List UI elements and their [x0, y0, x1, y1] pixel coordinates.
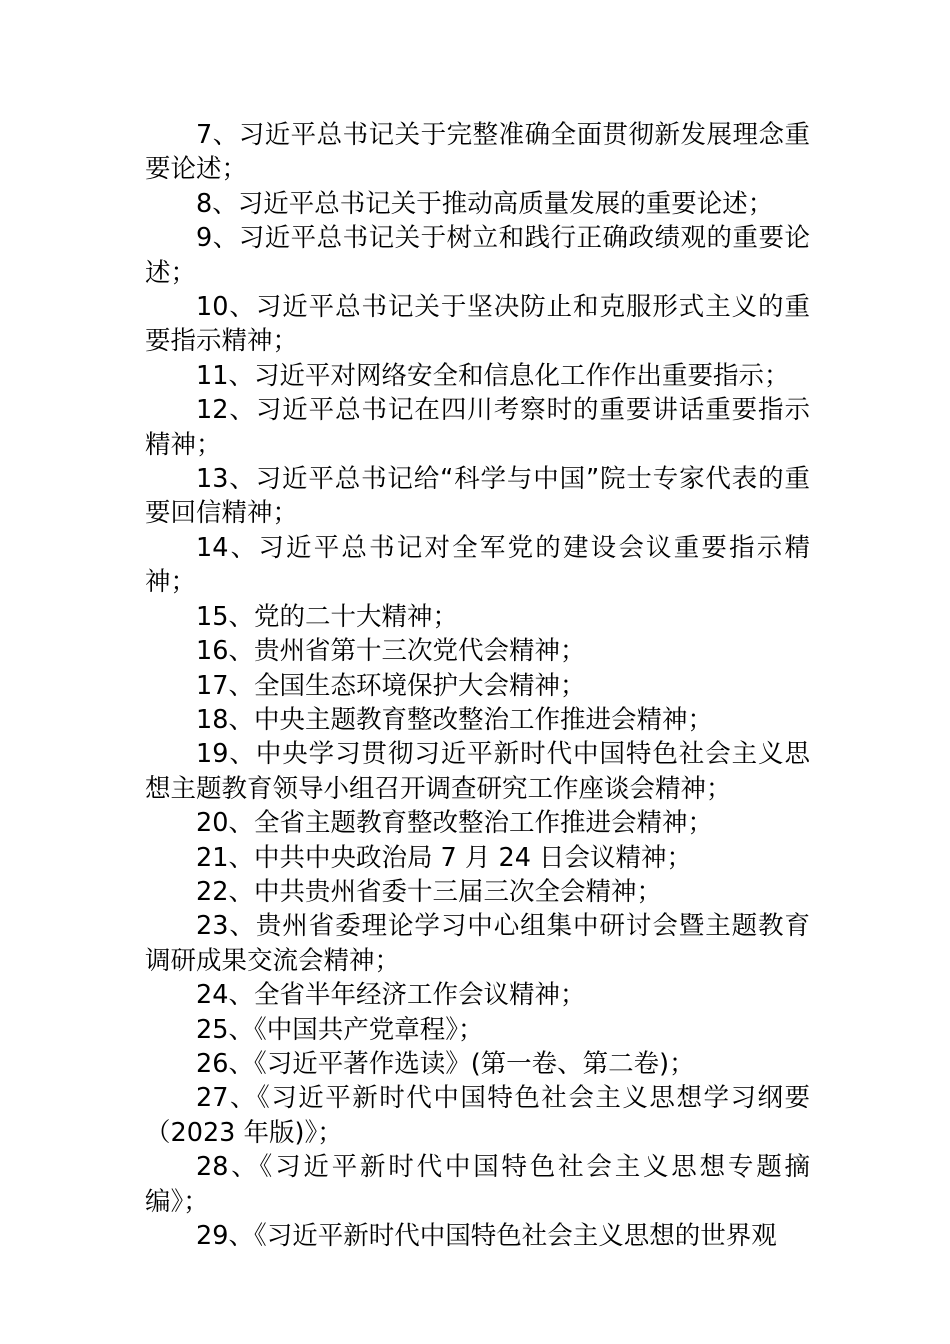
list-item: 23、贵州省委理论学习中心组集中研讨会暨主题教育调研成果交流会精神；	[145, 911, 810, 976]
list-item: 24、全省半年经济工作会议精神；	[196, 980, 586, 1011]
list-item: 19、中央学习贯彻习近平新时代中国特色社会主义思想主题教育领导小组召开调查研究工作座谈会精神；	[145, 739, 810, 804]
list-item: 8、习近平总书记关于推动高质量发展的重要论述；	[196, 188, 774, 219]
list-item: 27、《习近平新时代中国特色社会主义思想学习纲要（2023 年版)》；	[145, 1083, 810, 1148]
list-item: 9、习近平总书记关于树立和践行正确政绩观的重要论述；	[145, 223, 810, 288]
list-item: 14、习近平总书记对全军党的建设会议重要指示精神；	[145, 532, 810, 598]
list-item: 22、中共贵州省委十三届三次全会精神；	[196, 876, 662, 907]
list-item: 21、中共中央政治局 7 月 24 日会议精神；	[196, 842, 693, 873]
list-item: 7、习近平总书记关于完整准确全面贯彻新发展理念重要论述；	[145, 120, 810, 185]
list-item: 13、习近平总书记给“科学与中国”院士专家代表的重要回信精神；	[145, 464, 810, 529]
list-item: 26、《习近平著作选读》(第一卷、第二卷)；	[196, 1048, 695, 1079]
list-item: 18、中央主题教育整改整治工作推进会精神；	[196, 704, 713, 735]
list-item: 20、全省主题教育整改整治工作推进会精神；	[196, 808, 713, 839]
list-item: 25、《中国共产党章程》；	[196, 1014, 484, 1045]
list-item: 11、习近平对网络安全和信息化工作作出重要指示；	[196, 360, 790, 391]
list-item: 10、习近平总书记关于坚决防止和克服形式主义的重要指示精神；	[145, 292, 810, 357]
list-item: 29、《习近平新时代中国特色社会主义思想的世界观	[196, 1221, 777, 1251]
list-item: 17、全国生态环境保护大会精神；	[196, 670, 586, 701]
document-body	[145, 118, 810, 1253]
list-item: 15、党的二十大精神；	[196, 601, 458, 632]
list-item: 28、《习近平新时代中国特色社会主义思想专题摘编》；	[145, 1152, 810, 1217]
list-item: 12、习近平总书记在四川考察时的重要讲话重要指示精神；	[145, 395, 810, 460]
list-item: 16、贵州省第十三次党代会精神；	[196, 636, 586, 667]
